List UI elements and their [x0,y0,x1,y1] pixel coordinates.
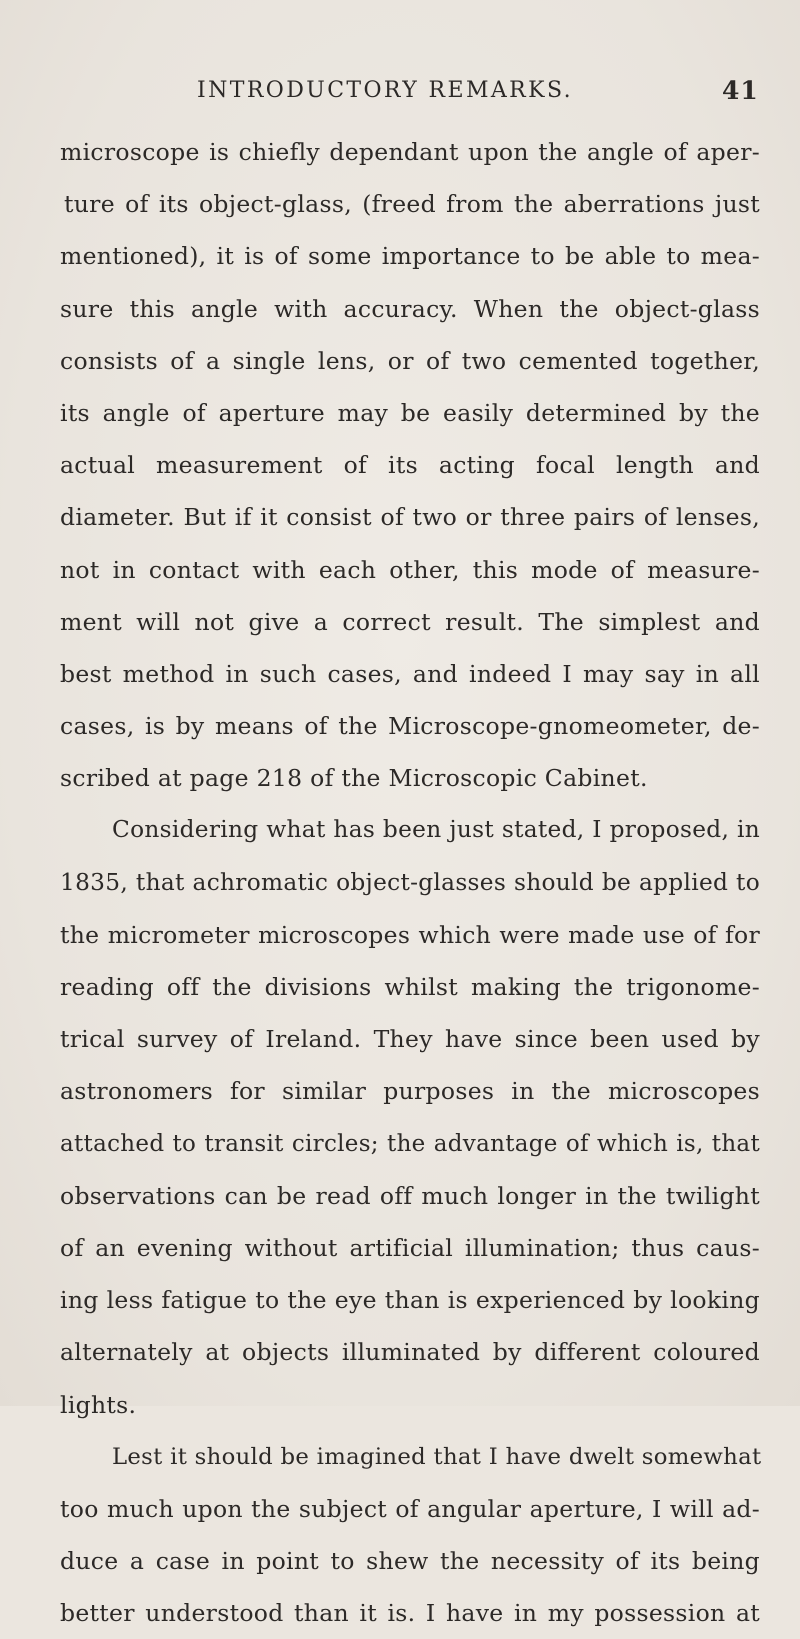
text-line: lights. [60,1390,137,1419]
running-head: INTRODUCTORY REMARKS. [197,78,574,103]
text-line: of an evening without artificial illumination; thus caus- [60,1233,760,1262]
text-line: duce a case in point to shew the necessity of its being [60,1547,760,1576]
text-line: astronomers for similar purposes in the microscopes [60,1077,760,1106]
text-line: its angle of aperture may be easily determined by the [60,398,760,427]
text-line: Considering what has been just stated, I proposed, in [112,816,760,844]
text-line: sure this angle with accuracy. When the object-glass [60,294,760,323]
text-line: alternately at objects illuminated by different coloured [60,1338,760,1367]
text-line: diameter. But if it consist of two or three pairs of lenses, [60,503,760,532]
text-line: best method in such cases, and indeed I may say in all [60,659,760,688]
text-line: ing less fatigue to the eye than is experienced by looking [60,1286,760,1315]
text-line: cases, is by means of the Microscope-gnomeometer, de- [60,712,760,741]
text-line: ture of its object-glass, (freed from the aberrations just [64,190,760,219]
text-line: too much upon the subject of angular aperture, I will ad- [60,1494,760,1523]
text-line: microscope is chiefly dependant upon the angle of aper- [60,138,760,166]
body-text [60,126,760,1639]
text-line: actual measurement of its acting focal length and [60,451,760,480]
page-header [0,78,800,118]
text-line: scribed at page 218 of the Microscopic Cabinet. [60,764,648,793]
page-number: 41 [722,76,759,105]
text-line: Lest it should be imagined that I have dwelt somewhat [112,1443,762,1470]
text-line: attached to transit circles; the advantage of which is, that [60,1130,760,1157]
text-line: trical survey of Ireland. They have since been used by [60,1025,760,1054]
text-line: the micrometer microscopes which were made use of for [60,920,760,949]
text-line: consists of a single lens, or of two cemented together, [60,346,760,375]
text-line: ment will not give a correct result. The simplest and [60,607,760,636]
text-line: observations can be read off much longer in the twilight [60,1181,760,1210]
text-line: not in contact with each other, this mode of measure- [60,555,760,584]
text-line: 1835, that achromatic object-glasses should be applied to [60,868,760,896]
text-line: better understood than it is. I have in my possession at [60,1599,760,1628]
text-line: mentioned), it is of some importance to be able to mea- [60,242,760,271]
text-line: reading off the divisions whilst making the trigonome- [60,973,760,1001]
